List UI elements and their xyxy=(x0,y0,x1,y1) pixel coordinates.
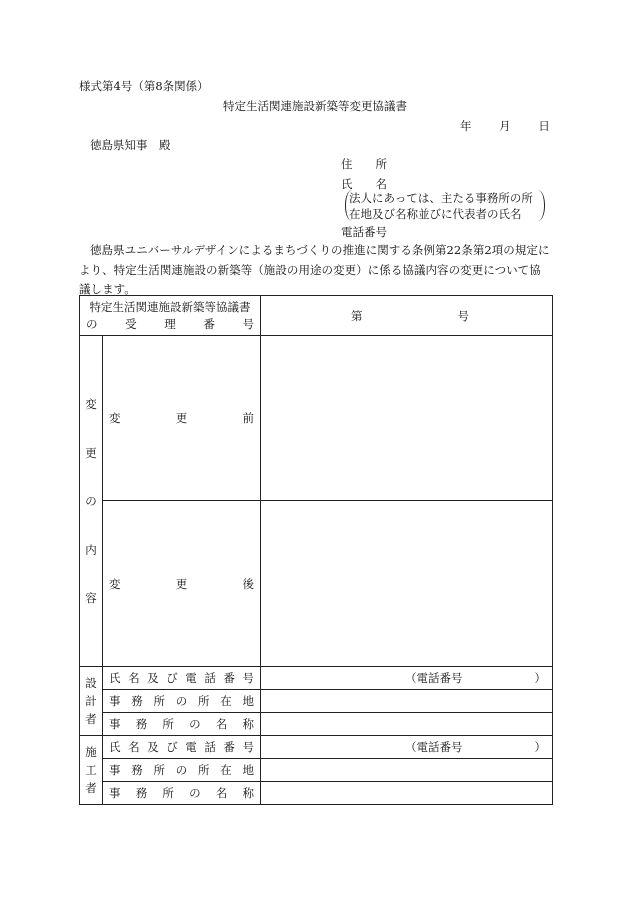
builder-name-phone-label xyxy=(103,736,261,759)
applicant-phone-label: 電話番号 xyxy=(341,225,387,239)
char: 者 xyxy=(85,712,97,726)
char: 容 xyxy=(85,591,97,605)
phone-paren-open: （電話番号 xyxy=(405,740,463,754)
phone-paren-close: ） xyxy=(534,740,546,754)
char: 番 xyxy=(223,671,235,685)
char: 所 xyxy=(162,786,174,800)
char: の xyxy=(189,717,201,731)
char: 号 xyxy=(242,740,254,754)
char: 地 xyxy=(242,694,254,708)
char: 内 xyxy=(85,542,97,557)
char: 設 xyxy=(85,676,97,690)
char: 後 xyxy=(242,576,254,591)
char: 所 xyxy=(153,763,165,777)
designer-office-name-field[interactable] xyxy=(261,713,553,736)
designer-group-label xyxy=(80,667,103,736)
designer-office-location-label xyxy=(103,690,261,713)
number-suffix: 号 xyxy=(457,308,469,323)
char: 務 xyxy=(135,717,148,731)
number-prefix: 第 xyxy=(351,308,363,323)
phone-paren-open: （電話番号 xyxy=(405,671,463,685)
char: 地 xyxy=(242,763,254,777)
char: 番 xyxy=(223,740,235,754)
change-content-group-label xyxy=(80,336,103,667)
receipt-label-line2 xyxy=(80,316,260,333)
char: 事 xyxy=(109,786,121,800)
char: 電 xyxy=(185,671,197,685)
applicant-name-label: 氏 名 xyxy=(341,177,387,191)
char: 変 xyxy=(109,411,121,425)
builder-office-location-field[interactable] xyxy=(261,759,553,782)
builder-office-name-field[interactable] xyxy=(261,782,553,805)
char: の xyxy=(175,763,188,777)
builder-name-phone-field[interactable] xyxy=(261,736,553,759)
char: 更 xyxy=(175,411,188,425)
char: 号 xyxy=(242,671,254,685)
builder-office-name-label xyxy=(103,782,261,805)
char: 更 xyxy=(175,576,188,591)
char: 受 xyxy=(125,316,137,331)
phone-paren-close: ） xyxy=(534,671,546,685)
char: 名 xyxy=(215,786,228,800)
designer-office-name-label xyxy=(103,713,261,736)
char: 務 xyxy=(135,786,148,800)
char: 話 xyxy=(204,740,216,754)
char: 者 xyxy=(85,781,97,795)
char: 在 xyxy=(220,694,232,708)
receipt-number-field[interactable] xyxy=(261,296,553,336)
char: 施 xyxy=(85,745,97,759)
char: 計 xyxy=(85,694,97,708)
char: 所 xyxy=(198,694,210,708)
body-paragraph: 徳島県ユニバーサルデザインによるまちづくりの推進に関する条例第22条第2項の規定により、特定生活関連施設の新築等（施設の用途の変更）に係る協議内容の変更について協議します。 xyxy=(79,243,550,296)
char: 氏 xyxy=(109,671,121,685)
char: の xyxy=(175,694,188,708)
designer-name-phone-field[interactable] xyxy=(261,667,553,690)
date-year: 年 xyxy=(460,119,472,133)
char: 事 xyxy=(109,717,121,731)
before-change-label xyxy=(103,336,261,501)
date-line xyxy=(460,118,550,134)
char: 及 xyxy=(147,671,159,685)
char: 変 xyxy=(109,576,121,591)
char: 氏 xyxy=(109,740,121,754)
char: 及 xyxy=(147,740,159,754)
char: 称 xyxy=(242,786,254,800)
char: 話 xyxy=(204,671,216,685)
char: 更 xyxy=(85,445,97,460)
char: 名 xyxy=(128,740,140,754)
after-change-field[interactable] xyxy=(261,501,553,667)
char: 務 xyxy=(131,694,143,708)
char: 所 xyxy=(153,694,165,708)
char: 変 xyxy=(85,397,97,411)
char: 番 xyxy=(203,316,215,331)
char: 工 xyxy=(85,763,97,777)
char: 号 xyxy=(242,316,254,331)
date-day: 日 xyxy=(538,119,550,133)
char: 理 xyxy=(164,316,176,331)
after-change-label xyxy=(103,501,261,667)
char: 称 xyxy=(242,717,254,731)
receipt-number-label xyxy=(80,296,261,336)
corporate-note-line1: 法人にあっては、主たる事務所の所 xyxy=(349,191,533,205)
corporate-note-line2: 在地及び名称並びに代表者の氏名 xyxy=(349,207,522,221)
char: 事 xyxy=(109,694,121,708)
char: 名 xyxy=(128,671,140,685)
char: 務 xyxy=(131,763,143,777)
document-title: 特定生活関連施設新築等変更協議書 xyxy=(223,99,407,113)
addressee: 徳島県知事 殿 xyxy=(90,138,171,152)
date-month: 月 xyxy=(499,119,511,133)
char: 電 xyxy=(185,740,197,754)
builder-office-location-label xyxy=(103,759,261,782)
char: 前 xyxy=(242,411,254,425)
char: 事 xyxy=(109,763,121,777)
applicant-address-label: 住 所 xyxy=(341,157,387,171)
char: 所 xyxy=(162,717,174,731)
consultation-table xyxy=(79,295,553,805)
char: の xyxy=(189,786,201,800)
char: の xyxy=(85,494,97,508)
builder-group-label xyxy=(80,736,103,805)
char: び xyxy=(166,740,178,754)
char: 在 xyxy=(220,763,232,777)
designer-office-location-field[interactable] xyxy=(261,690,553,713)
receipt-label-line1: 特定生活関連施設新築等協議書 xyxy=(89,299,251,314)
form-number: 様式第4号（第8条関係） xyxy=(79,79,209,93)
corporate-note xyxy=(345,190,545,221)
char: 名 xyxy=(215,717,228,731)
designer-name-phone-label xyxy=(103,667,261,690)
char: の xyxy=(86,316,98,331)
char: び xyxy=(166,671,178,685)
char: 所 xyxy=(198,763,210,777)
before-change-field[interactable] xyxy=(261,336,553,501)
